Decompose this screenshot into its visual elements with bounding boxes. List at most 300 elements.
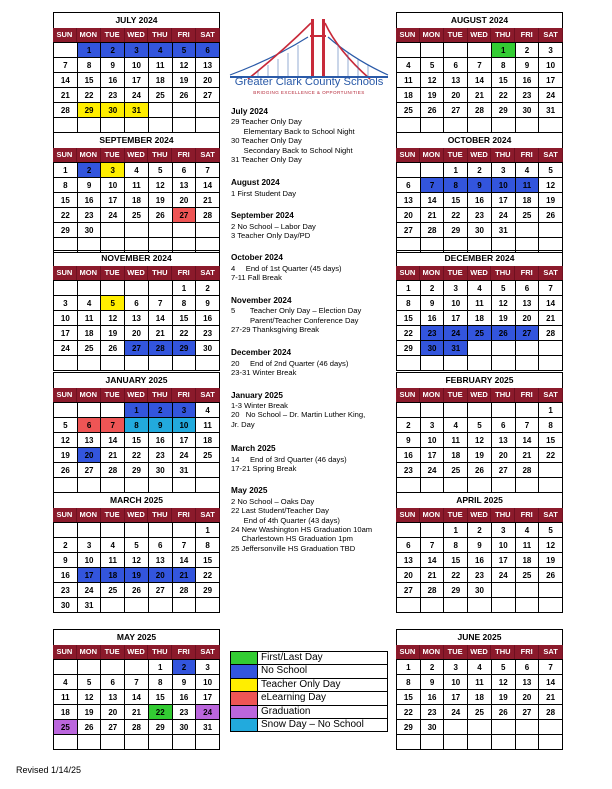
day-cell: 25 xyxy=(516,568,540,583)
empty-day-cell xyxy=(173,523,197,538)
day-cell: 27 xyxy=(149,583,173,598)
day-cell: 5 xyxy=(54,418,78,433)
notes-item: 1 First Student Day xyxy=(231,188,296,198)
empty-day-cell xyxy=(492,735,516,750)
calendar-title: JANUARY 2025 xyxy=(53,372,220,388)
day-cell-marked: 3 xyxy=(101,163,125,178)
empty-day-cell xyxy=(397,523,421,538)
empty-day-cell xyxy=(101,478,125,493)
empty-day-cell xyxy=(173,223,197,238)
day-cell: 6 xyxy=(444,58,468,73)
notes-item: 30 Teacher Only Day xyxy=(231,136,302,146)
day-cell: 3 xyxy=(196,660,220,675)
day-cell: 19 xyxy=(468,448,492,463)
calendar-november-2024 xyxy=(53,250,220,371)
day-cell: 28 xyxy=(539,705,563,720)
empty-day-cell xyxy=(397,356,421,371)
revised-date: Revised 1/14/25 xyxy=(16,765,82,775)
day-cell-marked: 2 xyxy=(101,43,125,58)
day-cell: 15 xyxy=(397,311,421,326)
notes-item: 2 No School – Labor Day xyxy=(231,221,316,231)
empty-day-cell xyxy=(516,598,540,613)
empty-day-cell xyxy=(125,598,149,613)
empty-day-cell xyxy=(492,118,516,133)
day-cell: 9 xyxy=(516,58,540,73)
weekday-header: WED xyxy=(468,28,492,42)
empty-day-cell xyxy=(468,478,492,493)
day-cell-marked: 20 xyxy=(78,448,102,463)
weekday-header: FRI xyxy=(515,148,539,162)
empty-day-cell xyxy=(539,463,563,478)
day-cell: 6 xyxy=(173,163,197,178)
empty-day-cell xyxy=(54,403,78,418)
calendar-march-2025 xyxy=(53,492,220,613)
weekday-header: SUN xyxy=(396,266,420,280)
day-cell: 1 xyxy=(444,523,468,538)
day-cell: 19 xyxy=(421,88,445,103)
day-cell: 29 xyxy=(196,583,220,598)
day-cell-marked: 5 xyxy=(173,43,197,58)
day-cell: 21 xyxy=(54,88,78,103)
day-cell: 28 xyxy=(196,208,220,223)
day-cell: 16 xyxy=(78,193,102,208)
weekday-header: WED xyxy=(468,645,492,659)
empty-day-cell xyxy=(125,523,149,538)
day-cell: 11 xyxy=(516,538,540,553)
notes-item: Parent/Teacher Conference Day xyxy=(231,315,359,325)
day-cell-marked: 29 xyxy=(173,341,197,356)
day-cell: 31 xyxy=(173,463,197,478)
day-cell: 5 xyxy=(539,163,563,178)
empty-day-cell xyxy=(101,356,125,371)
day-cell: 9 xyxy=(54,553,78,568)
empty-day-cell xyxy=(101,281,125,296)
empty-day-cell xyxy=(196,118,220,133)
empty-day-cell xyxy=(516,118,540,133)
day-cell: 6 xyxy=(492,418,516,433)
day-cell: 20 xyxy=(492,448,516,463)
calendar-title: APRIL 2025 xyxy=(396,492,563,508)
day-cell: 10 xyxy=(539,58,563,73)
day-cell: 8 xyxy=(149,675,173,690)
day-cell: 27 xyxy=(492,463,516,478)
day-cell: 15 xyxy=(492,73,516,88)
day-cell: 21 xyxy=(468,88,492,103)
empty-day-cell xyxy=(539,341,563,356)
day-cell: 15 xyxy=(397,690,421,705)
weekday-header: SUN xyxy=(396,388,420,402)
day-cell: 16 xyxy=(516,73,540,88)
day-cell: 24 xyxy=(492,568,516,583)
day-cell: 24 xyxy=(539,88,563,103)
day-cell: 19 xyxy=(539,193,563,208)
weekday-header: MON xyxy=(420,508,444,522)
day-cell: 13 xyxy=(516,675,540,690)
district-logo xyxy=(228,15,390,101)
day-cell: 18 xyxy=(397,88,421,103)
weekday-header: TUE xyxy=(444,508,468,522)
day-cell: 16 xyxy=(54,568,78,583)
day-cell: 3 xyxy=(492,523,516,538)
calendar-october-2024 xyxy=(396,132,563,253)
day-cell: 8 xyxy=(196,538,220,553)
day-cell: 26 xyxy=(468,463,492,478)
day-cell: 21 xyxy=(421,568,445,583)
empty-day-cell xyxy=(397,403,421,418)
empty-day-cell xyxy=(516,735,540,750)
day-cell: 18 xyxy=(468,690,492,705)
empty-day-cell xyxy=(397,43,421,58)
day-cell: 29 xyxy=(444,223,468,238)
day-cell: 5 xyxy=(539,523,563,538)
empty-day-cell xyxy=(149,223,173,238)
day-cell: 26 xyxy=(78,720,102,735)
empty-day-cell xyxy=(78,735,102,750)
day-cell: 9 xyxy=(421,675,445,690)
day-cell: 16 xyxy=(468,553,492,568)
day-cell: 28 xyxy=(516,463,540,478)
day-cell: 6 xyxy=(397,538,421,553)
day-cell: 7 xyxy=(149,296,173,311)
weekday-header: WED xyxy=(125,645,149,659)
day-cell: 5 xyxy=(468,418,492,433)
day-cell: 21 xyxy=(149,326,173,341)
empty-day-cell xyxy=(54,43,78,58)
empty-day-cell xyxy=(173,356,197,371)
day-cell: 18 xyxy=(149,73,173,88)
day-cell: 22 xyxy=(397,705,421,720)
weekday-header: THU xyxy=(491,148,515,162)
day-cell: 17 xyxy=(492,553,516,568)
day-cell: 29 xyxy=(492,103,516,118)
legend-swatch xyxy=(231,719,258,731)
day-cell: 5 xyxy=(492,281,516,296)
day-cell: 26 xyxy=(539,568,563,583)
day-cell: 19 xyxy=(78,705,102,720)
day-cell: 11 xyxy=(149,58,173,73)
day-cell: 17 xyxy=(444,311,468,326)
day-cell: 25 xyxy=(397,103,421,118)
legend-item xyxy=(231,706,387,719)
day-cell: 4 xyxy=(78,296,102,311)
notes-item: 23-31 Winter Break xyxy=(231,368,297,378)
weekday-header: THU xyxy=(491,508,515,522)
legend-label: First/Last Day xyxy=(261,652,323,663)
empty-day-cell xyxy=(444,403,468,418)
day-cell: 21 xyxy=(539,690,563,705)
calendar-february-2025 xyxy=(396,372,563,493)
weekday-header: FRI xyxy=(515,28,539,42)
calendar-july-2024 xyxy=(53,12,220,133)
legend-label: eLearning Day xyxy=(261,692,327,704)
day-cell: 13 xyxy=(397,193,421,208)
empty-day-cell xyxy=(516,720,540,735)
empty-day-cell xyxy=(78,478,102,493)
day-cell: 1 xyxy=(539,403,563,418)
day-cell: 18 xyxy=(196,433,220,448)
empty-day-cell xyxy=(125,281,149,296)
empty-day-cell xyxy=(492,341,516,356)
day-cell: 21 xyxy=(516,448,540,463)
day-cell: 20 xyxy=(516,690,540,705)
empty-day-cell xyxy=(516,478,540,493)
day-cell: 25 xyxy=(125,208,149,223)
day-cell: 16 xyxy=(173,690,197,705)
day-cell: 22 xyxy=(492,88,516,103)
day-cell: 27 xyxy=(78,463,102,478)
empty-day-cell xyxy=(54,523,78,538)
day-cell: 27 xyxy=(101,720,125,735)
weekday-header: MON xyxy=(77,148,101,162)
notes-item: End of 4th Quarter (43 days) xyxy=(231,515,340,525)
day-cell: 16 xyxy=(101,73,125,88)
notes-item: 22 Last Student/Teacher Day xyxy=(231,506,329,516)
day-cell: 20 xyxy=(125,326,149,341)
day-cell: 27 xyxy=(196,88,220,103)
day-cell: 9 xyxy=(78,178,102,193)
day-cell: 17 xyxy=(539,73,563,88)
empty-day-cell xyxy=(78,118,102,133)
day-cell: 11 xyxy=(125,178,149,193)
day-cell: 25 xyxy=(78,341,102,356)
day-cell: 2 xyxy=(516,43,540,58)
weekday-header: THU xyxy=(148,508,172,522)
calendar-may-2025 xyxy=(53,629,220,750)
weekday-header: SUN xyxy=(53,508,77,522)
day-cell: 25 xyxy=(516,208,540,223)
weekday-header: WED xyxy=(125,266,149,280)
day-cell: 14 xyxy=(196,178,220,193)
notes-item: 1-3 Winter Break xyxy=(231,400,288,410)
day-cell: 7 xyxy=(54,58,78,73)
empty-day-cell xyxy=(54,735,78,750)
empty-day-cell xyxy=(444,735,468,750)
notes-item: 27-29 Thanksgiving Break xyxy=(231,324,320,334)
empty-day-cell xyxy=(125,118,149,133)
day-cell-marked: 2 xyxy=(78,163,102,178)
day-cell: 11 xyxy=(444,433,468,448)
day-cell: 13 xyxy=(149,553,173,568)
day-cell: 26 xyxy=(421,103,445,118)
calendar-august-2024 xyxy=(396,12,563,133)
day-cell: 25 xyxy=(444,463,468,478)
legend-swatch xyxy=(231,692,258,704)
day-cell: 14 xyxy=(421,553,445,568)
day-cell: 30 xyxy=(149,463,173,478)
day-cell-marked: 25 xyxy=(468,326,492,341)
calendar-title: FEBRUARY 2025 xyxy=(396,372,563,388)
notes-item: Jr. Day xyxy=(231,419,255,429)
day-cell: 5 xyxy=(421,58,445,73)
day-cell-marked: 31 xyxy=(125,103,149,118)
weekday-header: SAT xyxy=(196,508,220,522)
day-cell: 5 xyxy=(78,675,102,690)
weekday-header: SAT xyxy=(196,148,220,162)
calendar-title: JUNE 2025 xyxy=(396,629,563,645)
day-cell: 25 xyxy=(149,88,173,103)
day-cell: 12 xyxy=(125,553,149,568)
day-cell: 20 xyxy=(444,88,468,103)
weekday-header: MON xyxy=(420,388,444,402)
day-cell: 14 xyxy=(149,311,173,326)
day-cell: 30 xyxy=(468,583,492,598)
day-cell: 12 xyxy=(468,433,492,448)
day-cell: 1 xyxy=(196,523,220,538)
day-cell: 17 xyxy=(196,690,220,705)
day-cell: 23 xyxy=(101,88,125,103)
day-cell: 8 xyxy=(78,58,102,73)
weekday-header: THU xyxy=(148,148,172,162)
day-cell: 19 xyxy=(173,73,197,88)
day-cell: 12 xyxy=(101,311,125,326)
empty-day-cell xyxy=(149,281,173,296)
weekday-header: FRI xyxy=(515,266,539,280)
day-cell: 26 xyxy=(539,208,563,223)
day-cell: 28 xyxy=(101,463,125,478)
day-cell: 16 xyxy=(397,448,421,463)
day-cell: 3 xyxy=(54,296,78,311)
empty-day-cell xyxy=(173,598,197,613)
day-cell: 27 xyxy=(516,705,540,720)
day-cell: 4 xyxy=(516,523,540,538)
empty-day-cell xyxy=(516,341,540,356)
day-cell-marked: 10 xyxy=(492,178,516,193)
day-cell: 21 xyxy=(125,705,149,720)
day-cell: 10 xyxy=(54,311,78,326)
day-cell: 15 xyxy=(539,433,563,448)
day-cell: 7 xyxy=(173,538,197,553)
day-cell: 26 xyxy=(173,88,197,103)
day-cell: 25 xyxy=(468,705,492,720)
weekday-header: THU xyxy=(491,388,515,402)
day-cell-marked: 26 xyxy=(492,326,516,341)
weekday-header: MON xyxy=(420,266,444,280)
day-cell-marked: 3 xyxy=(173,403,197,418)
day-cell-marked: 17 xyxy=(78,568,102,583)
notes-item: 7-11 Fall Break xyxy=(231,273,282,283)
day-cell: 15 xyxy=(125,433,149,448)
empty-day-cell xyxy=(539,118,563,133)
weekday-header: WED xyxy=(468,388,492,402)
day-cell: 12 xyxy=(54,433,78,448)
day-cell: 23 xyxy=(421,705,445,720)
day-cell: 22 xyxy=(196,568,220,583)
day-cell-marked: 7 xyxy=(101,418,125,433)
day-cell: 9 xyxy=(421,296,445,311)
weekday-header: SAT xyxy=(539,266,563,280)
day-cell: 2 xyxy=(468,523,492,538)
calendar-title: SEPTEMBER 2024 xyxy=(53,132,220,148)
notes-month-heading: March 2025 xyxy=(231,444,276,454)
day-cell: 9 xyxy=(468,538,492,553)
empty-day-cell xyxy=(149,103,173,118)
day-cell: 23 xyxy=(468,208,492,223)
notes-month-heading: August 2024 xyxy=(231,178,280,188)
weekday-header: TUE xyxy=(101,508,125,522)
color-legend xyxy=(230,651,388,732)
empty-day-cell xyxy=(468,720,492,735)
weekday-header: FRI xyxy=(515,388,539,402)
day-cell-marked: 19 xyxy=(125,568,149,583)
day-cell-marked: 1 xyxy=(78,43,102,58)
day-cell: 17 xyxy=(125,73,149,88)
day-cell: 4 xyxy=(516,163,540,178)
day-cell: 18 xyxy=(468,311,492,326)
weekday-header: SUN xyxy=(396,645,420,659)
day-cell-marked: 8 xyxy=(444,178,468,193)
day-cell-marked: 25 xyxy=(54,720,78,735)
weekday-header: WED xyxy=(468,148,492,162)
day-cell: 2 xyxy=(54,538,78,553)
day-cell: 19 xyxy=(101,326,125,341)
day-cell: 7 xyxy=(539,660,563,675)
day-cell: 11 xyxy=(101,553,125,568)
day-cell: 24 xyxy=(173,448,197,463)
day-cell: 2 xyxy=(421,660,445,675)
notes-month-heading: September 2024 xyxy=(231,211,294,221)
notes-item: 4 End of 1st Quarter (45 days) xyxy=(231,263,342,273)
day-cell: 11 xyxy=(54,690,78,705)
empty-day-cell xyxy=(468,118,492,133)
day-cell: 10 xyxy=(196,675,220,690)
day-cell: 12 xyxy=(492,675,516,690)
day-cell: 5 xyxy=(149,163,173,178)
weekday-header: MON xyxy=(420,148,444,162)
legend-label: Snow Day – No School xyxy=(261,718,364,730)
empty-day-cell xyxy=(149,735,173,750)
empty-day-cell xyxy=(492,598,516,613)
notes-month-heading: May 2025 xyxy=(231,486,268,496)
day-cell: 14 xyxy=(421,193,445,208)
day-cell: 13 xyxy=(101,690,125,705)
day-cell: 8 xyxy=(539,418,563,433)
day-cell: 16 xyxy=(149,433,173,448)
day-cell: 7 xyxy=(539,281,563,296)
empty-day-cell xyxy=(101,118,125,133)
day-cell: 18 xyxy=(125,193,149,208)
empty-day-cell xyxy=(516,583,540,598)
day-cell: 10 xyxy=(101,178,125,193)
empty-day-cell xyxy=(444,118,468,133)
day-cell: 5 xyxy=(492,660,516,675)
day-cell: 4 xyxy=(125,163,149,178)
day-cell: 24 xyxy=(54,341,78,356)
weekday-header: SAT xyxy=(196,28,220,42)
weekday-header: TUE xyxy=(444,388,468,402)
day-cell: 26 xyxy=(125,583,149,598)
day-cell: 13 xyxy=(78,433,102,448)
legend-swatch xyxy=(231,679,258,691)
empty-day-cell xyxy=(125,660,149,675)
day-cell: 12 xyxy=(539,178,563,193)
weekday-header: THU xyxy=(491,645,515,659)
day-cell: 2 xyxy=(196,281,220,296)
day-cell: 18 xyxy=(444,448,468,463)
day-cell: 30 xyxy=(173,720,197,735)
day-cell: 23 xyxy=(516,88,540,103)
day-cell: 20 xyxy=(196,73,220,88)
day-cell: 20 xyxy=(397,568,421,583)
calendar-title: AUGUST 2024 xyxy=(396,12,563,28)
day-cell: 3 xyxy=(78,538,102,553)
day-cell: 30 xyxy=(54,598,78,613)
weekday-header: SAT xyxy=(539,645,563,659)
day-cell: 14 xyxy=(516,433,540,448)
day-cell: 13 xyxy=(444,73,468,88)
day-cell: 21 xyxy=(196,193,220,208)
day-cell-marked: 4 xyxy=(149,43,173,58)
empty-day-cell xyxy=(54,660,78,675)
